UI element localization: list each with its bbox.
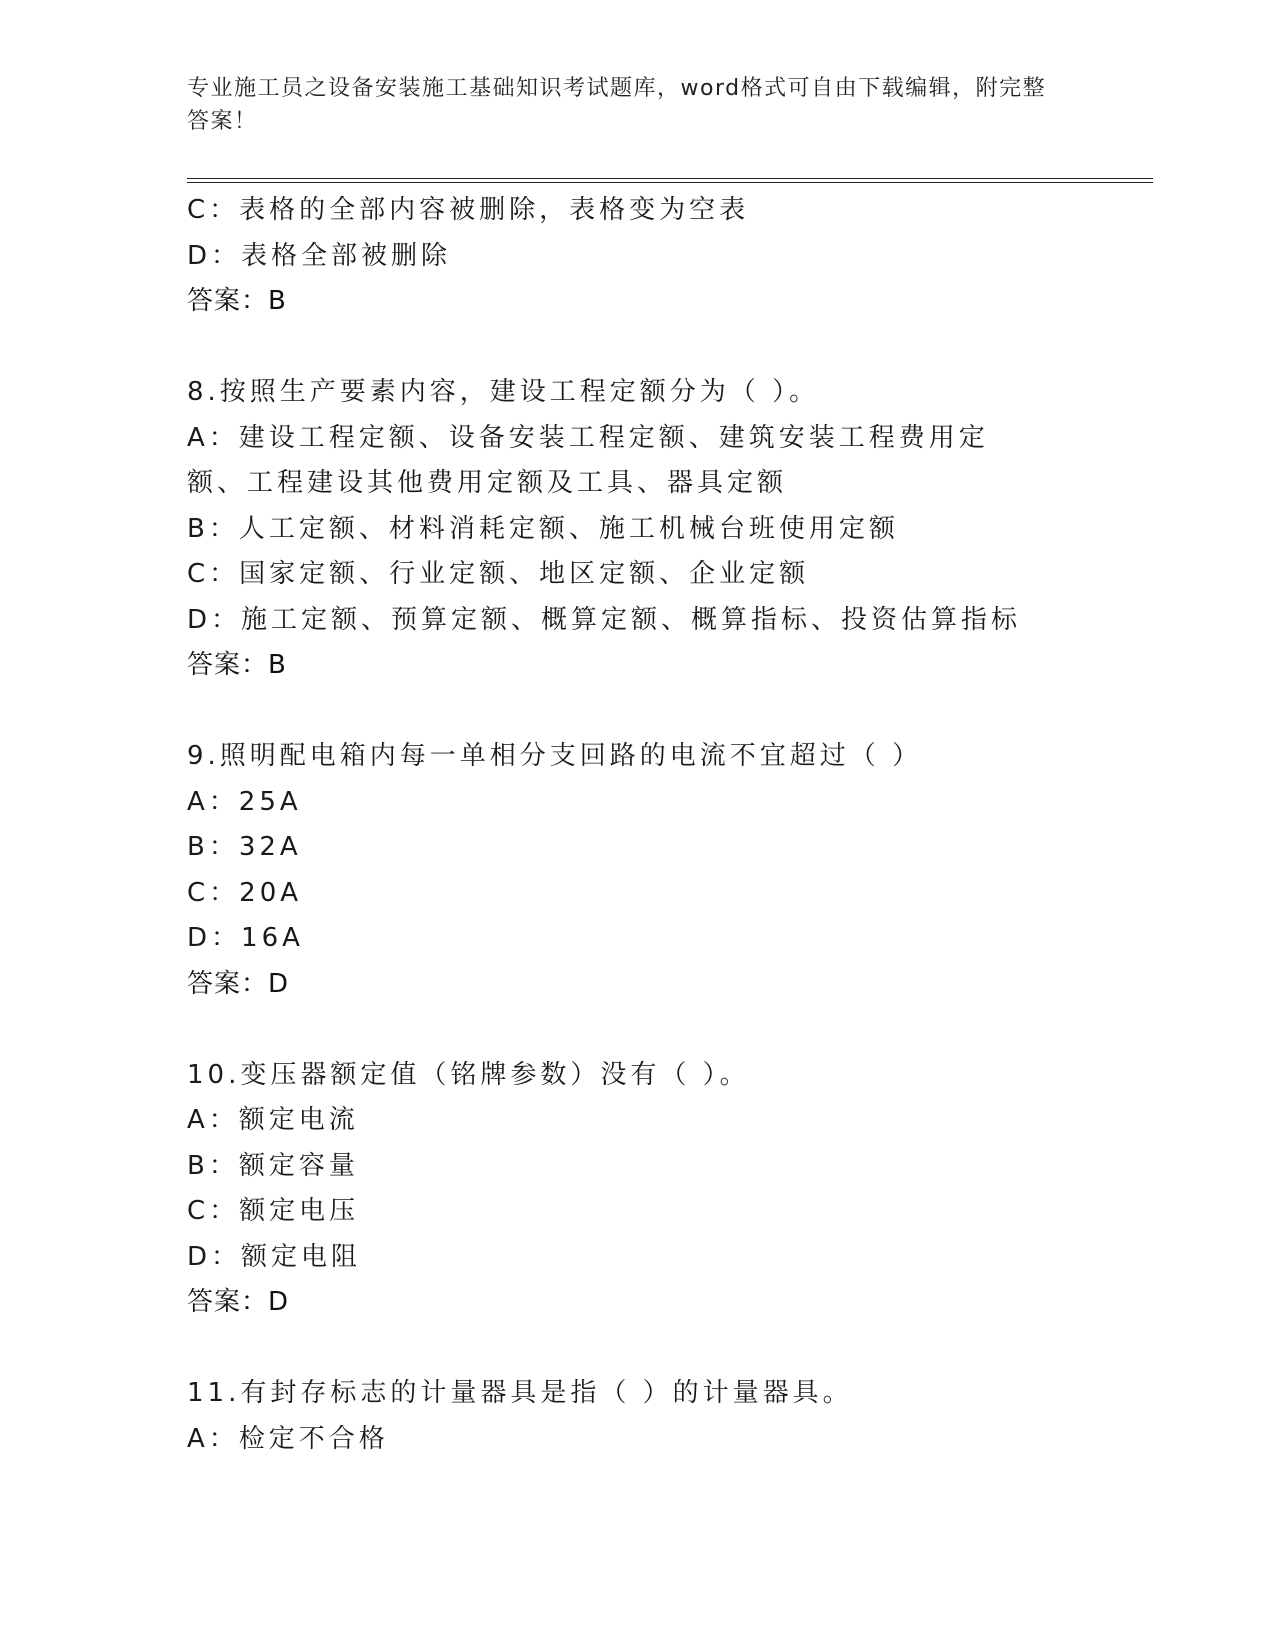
question-8 [187, 370, 1087, 689]
option-c: C：表格的全部内容被删除，表格变为空表 [187, 195, 750, 225]
question-stem: 8.按照生产要素内容，建设工程定额分为（ ）。 [187, 377, 820, 407]
question-stem: 11.有封存标志的计量器具是指（ ）的计量器具。 [187, 1378, 853, 1408]
option-d: D：额定电阻 [187, 1241, 362, 1272]
spacer [187, 1007, 1087, 1053]
header-divider [187, 178, 1153, 183]
question-10 [187, 1053, 1087, 1326]
option-a: A：建设工程定额、设备安装工程定额、建筑安装工程费用定额、工程建设其他费用定额及工具、器具定额 [187, 422, 989, 498]
option-b: B：人工定额、材料消耗定额、施工机械台班使用定额 [187, 513, 899, 544]
option-c: C：国家定额、行业定额、地区定额、企业定额 [187, 559, 810, 589]
answer: 答案：B [187, 650, 287, 680]
spacer [187, 689, 1087, 735]
question-9 [187, 734, 1087, 1007]
question-stem: 9.照明配电箱内每一单相分支回路的电流不宜超过（ ） [187, 741, 923, 771]
option-a: A：25A [187, 786, 302, 817]
answer: 答案：B [187, 286, 287, 316]
question-stem: 10.变压器额定值（铭牌参数）没有（ ）。 [187, 1059, 750, 1090]
answer: 答案：D [187, 1287, 290, 1317]
option-b: B：额定容量 [187, 1150, 359, 1181]
option-d: D：表格全部被删除 [187, 240, 452, 271]
spacer [187, 1326, 1087, 1372]
option-c: C：20A [187, 877, 303, 908]
option-b: B：32A [187, 832, 302, 862]
option-a: A：检定不合格 [187, 1423, 389, 1454]
previous-question-tail [187, 188, 1087, 325]
page-header: 专业施工员之设备安装施工基础知识考试题库，word格式可自由下载编辑，附完整答案！ [187, 76, 1047, 134]
option-c: C：额定电压 [187, 1196, 360, 1226]
option-d: D：16A [187, 923, 304, 953]
spacer [187, 325, 1087, 371]
question-11 [187, 1371, 1087, 1462]
answer: 答案：D [187, 968, 290, 999]
question-list [187, 188, 1087, 1462]
option-d: D：施工定额、预算定额、概算定额、概算指标、投资估算指标 [187, 604, 1022, 635]
option-a: A：额定电流 [187, 1105, 359, 1135]
